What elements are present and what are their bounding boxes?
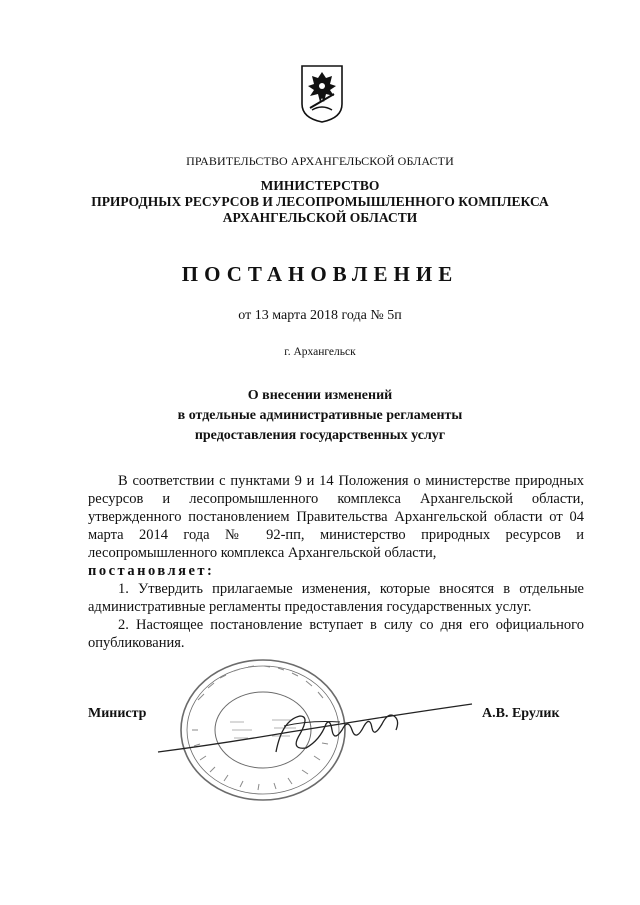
coat-of-arms-icon xyxy=(300,64,344,124)
decree-body xyxy=(88,472,584,652)
decree-type: ПОСТАНОВЛЕНИЕ xyxy=(181,262,459,286)
ministry-line: МИНИСТЕРСТВО xyxy=(260,178,380,193)
signatory-role: Министр xyxy=(88,706,147,721)
government-title: ПРАВИТЕЛЬСТВО АРХАНГЕЛЬСКОЙ ОБЛАСТИ xyxy=(186,154,454,168)
subject-line: в отдельные административные регламенты xyxy=(177,408,463,423)
preamble-paragraph xyxy=(88,472,584,580)
subject-line: О внесении изменений xyxy=(247,388,393,403)
ministry-title xyxy=(0,178,640,226)
item-2: 2. Настоящее постановление вступает в силу со дня его официального опубликования. xyxy=(88,617,584,651)
resolves-word: постановляет: xyxy=(88,563,215,579)
decree-subject xyxy=(0,386,640,446)
ministry-line: ПРИРОДНЫХ РЕСУРСОВ И ЛЕСОПРОМЫШЛЕННОГО КОМПЛЕКСА xyxy=(91,194,549,209)
subject-line: предоставления государственных услуг xyxy=(194,428,446,443)
decree-date: от 13 марта 2018 года № 5п xyxy=(238,308,402,323)
signatory-name: А.В. Ерулик xyxy=(482,706,560,721)
item-1: 1. Утвердить прилагаемые изменения, которые вносятся в отдельные административные регламенты предоставления государственных услуг. xyxy=(88,581,584,615)
handwritten-signature xyxy=(150,690,480,770)
preamble-text: В соответствии с пунктами 9 и 14 Положения о министерстве природных ресурсов и лесопромышленного комплекса Архангельской области, утвержденного постановлением Правительства Архангельской области от 04 марта 2014 года № 92-пп, министерство природных ресурсов и лесопромышленного комплекса Архангельской области, xyxy=(88,473,584,561)
ministry-line: АРХАНГЕЛЬСКОЙ ОБЛАСТИ xyxy=(222,210,418,225)
decree-city: г. Архангельск xyxy=(284,346,356,358)
